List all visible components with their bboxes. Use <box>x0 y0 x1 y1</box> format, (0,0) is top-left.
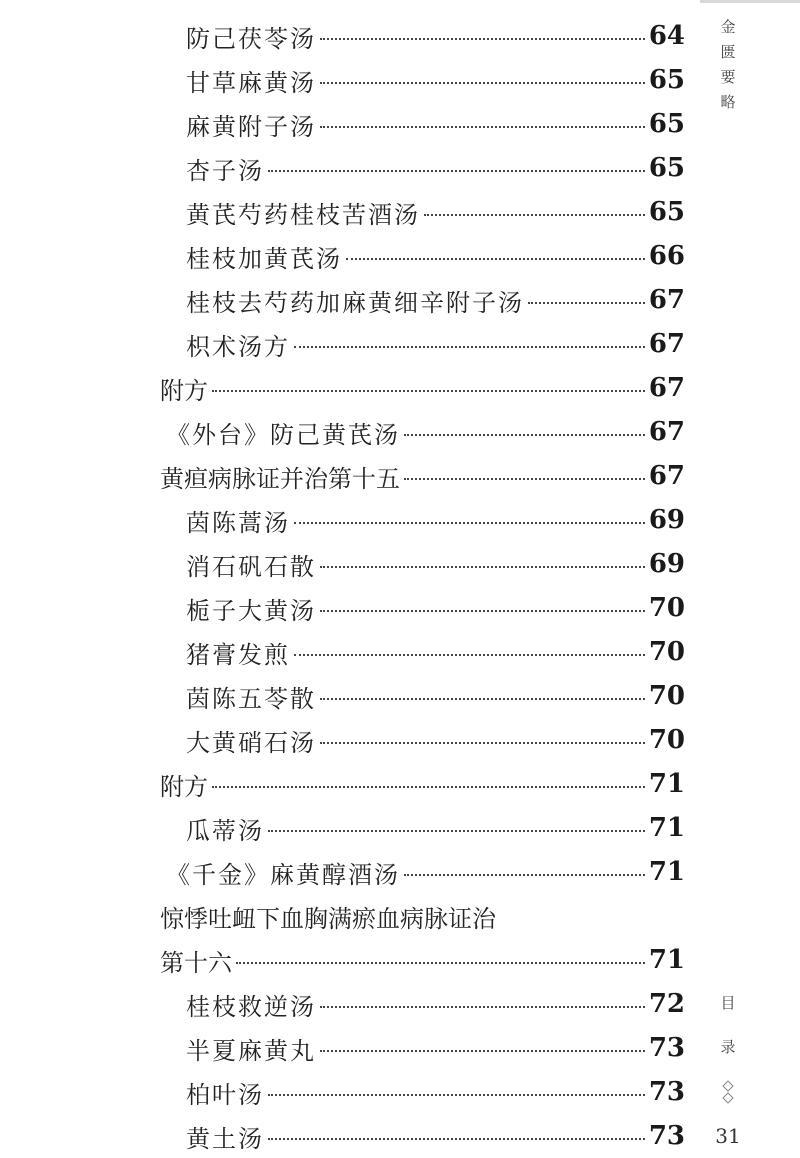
section-label-lu: 录 <box>720 1038 736 1056</box>
toc-entry-title: 惊悸吐衄下血胸满瘀血病脉证治 <box>160 904 496 933</box>
toc-entry-page: 65 <box>648 65 685 95</box>
toc-entry[interactable] <box>160 718 685 762</box>
section-label-mu: 目 <box>720 994 736 1012</box>
toc-entry-title: 枳术汤方 <box>186 332 290 361</box>
dot-leader <box>424 214 645 216</box>
dot-leader <box>268 1094 645 1096</box>
toc-entry-page: 67 <box>648 373 685 403</box>
toc-entry[interactable] <box>160 146 685 190</box>
toc-entry-title: 栀子大黄汤 <box>186 596 316 625</box>
toc-entry-page: 65 <box>648 109 685 139</box>
toc-entry-page: 70 <box>648 593 685 623</box>
toc-entry[interactable] <box>160 366 685 410</box>
toc-entry-title: 黄土汤 <box>186 1124 264 1153</box>
toc-entry[interactable] <box>160 1070 685 1114</box>
toc-entry[interactable] <box>160 322 685 366</box>
toc-entry-title: 黄疸病脉证并治第十五 <box>160 464 400 493</box>
toc-entry-page: 67 <box>648 461 685 491</box>
toc-entry[interactable] <box>160 542 685 586</box>
toc-entry-title: 桂枝去芍药加麻黄细辛附子汤 <box>186 288 524 317</box>
toc-entry-title: 茵陈五苓散 <box>186 684 316 713</box>
toc-entry-title: 附方 <box>160 772 208 801</box>
toc-entry-title: 瓜蒂汤 <box>186 816 264 845</box>
toc-entry[interactable] <box>160 58 685 102</box>
toc-entry-page: 73 <box>648 1121 685 1151</box>
dot-leader <box>320 698 645 700</box>
toc-entry-title: 《千金》麻黄醇酒汤 <box>166 860 400 889</box>
toc-entry-title: 猪膏发煎 <box>186 640 290 669</box>
toc-entry-page: 69 <box>648 505 685 535</box>
page-number: 31 <box>715 1124 741 1148</box>
dot-leader <box>320 38 645 40</box>
dot-leader <box>268 170 645 172</box>
dot-leader <box>320 1050 645 1052</box>
toc-entry-page: 73 <box>648 1033 685 1063</box>
running-title-char: 匮 <box>720 43 736 61</box>
toc-entry-page: 70 <box>648 637 685 667</box>
toc-entry-page: 70 <box>648 681 685 711</box>
dot-leader <box>320 610 645 612</box>
toc-entry-title: 《外台》防己黄芪汤 <box>166 420 400 449</box>
running-title <box>716 16 740 112</box>
dot-leader <box>294 522 645 524</box>
dot-leader <box>236 962 645 964</box>
dot-leader <box>268 1138 645 1140</box>
toc-entry-page: 71 <box>648 857 685 887</box>
dot-leader <box>294 654 645 656</box>
toc-entry-title: 半夏麻黄丸 <box>186 1036 316 1065</box>
dot-leader <box>320 742 645 744</box>
toc-entry[interactable] <box>160 410 685 454</box>
toc-entry[interactable] <box>160 1114 685 1158</box>
toc-entry[interactable] <box>160 806 685 850</box>
toc-entry-title: 附方 <box>160 376 208 405</box>
dot-leader <box>294 346 645 348</box>
toc-entry-page: 71 <box>648 945 685 975</box>
toc-entry[interactable] <box>160 982 685 1026</box>
toc-entry-page: 64 <box>648 21 685 51</box>
toc-entry[interactable] <box>160 102 685 146</box>
toc-entry-title: 甘草麻黄汤 <box>186 68 316 97</box>
toc-entry[interactable] <box>160 762 685 806</box>
dot-leader <box>268 830 645 832</box>
toc-entry-page: 65 <box>648 153 685 183</box>
dot-leader <box>528 302 645 304</box>
toc-entry[interactable] <box>160 498 685 542</box>
toc-entry-page: 66 <box>648 241 685 271</box>
toc-entry[interactable] <box>160 278 685 322</box>
toc-entry[interactable] <box>160 850 685 894</box>
toc-entry[interactable] <box>160 630 685 674</box>
dot-leader <box>404 874 645 876</box>
running-title-char: 略 <box>720 93 736 111</box>
dot-leader <box>404 478 645 480</box>
toc-entry-title: 柏叶汤 <box>186 1080 264 1109</box>
toc-entry-page: 67 <box>648 285 685 315</box>
running-title-char: 金 <box>720 18 736 36</box>
toc-entry[interactable] <box>160 938 685 982</box>
toc-entry[interactable] <box>160 454 685 498</box>
dot-leader <box>404 434 645 436</box>
dot-leader <box>212 390 645 392</box>
toc-entry-title: 茵陈蒿汤 <box>186 508 290 537</box>
dot-leader <box>320 1006 645 1008</box>
toc-entry[interactable] <box>160 586 685 630</box>
dot-leader <box>320 566 645 568</box>
dot-leader <box>346 258 645 260</box>
toc-entry-page: 65 <box>648 197 685 227</box>
toc-entry-page: 73 <box>648 1077 685 1107</box>
toc-entry[interactable] <box>160 234 685 278</box>
toc-entry[interactable] <box>160 674 685 718</box>
toc-entry-page: 67 <box>648 417 685 447</box>
toc-entry[interactable] <box>160 190 685 234</box>
toc-entry-title: 第十六 <box>160 948 232 977</box>
toc-entry-title: 大黄硝石汤 <box>186 728 316 757</box>
top-rule <box>700 0 800 3</box>
running-title-char: 要 <box>720 68 736 86</box>
dot-leader <box>320 126 645 128</box>
toc-entry[interactable] <box>160 1026 685 1070</box>
toc-entry-page: 67 <box>648 329 685 359</box>
ornament-icon <box>720 1080 736 1104</box>
toc-entry-title: 防己茯苓汤 <box>186 24 316 53</box>
toc-entry-page: 71 <box>648 769 685 799</box>
dot-leader <box>212 786 645 788</box>
toc-entry-title: 消石矾石散 <box>186 552 316 581</box>
toc-entry-title: 黄芪芍药桂枝苦酒汤 <box>186 200 420 229</box>
toc-entry-page: 71 <box>648 813 685 843</box>
dot-leader <box>320 82 645 84</box>
toc-entry-title: 桂枝加黄芪汤 <box>186 244 342 273</box>
toc-entry[interactable] <box>160 894 685 938</box>
toc-entry-page: 70 <box>648 725 685 755</box>
toc-entry-page: 72 <box>648 989 685 1019</box>
toc-entry[interactable] <box>160 14 685 58</box>
toc-entry-title: 桂枝救逆汤 <box>186 992 316 1021</box>
toc-entry-title: 杏子汤 <box>186 156 264 185</box>
toc-entry-page: 69 <box>648 549 685 579</box>
toc-entry-title: 麻黄附子汤 <box>186 112 316 141</box>
